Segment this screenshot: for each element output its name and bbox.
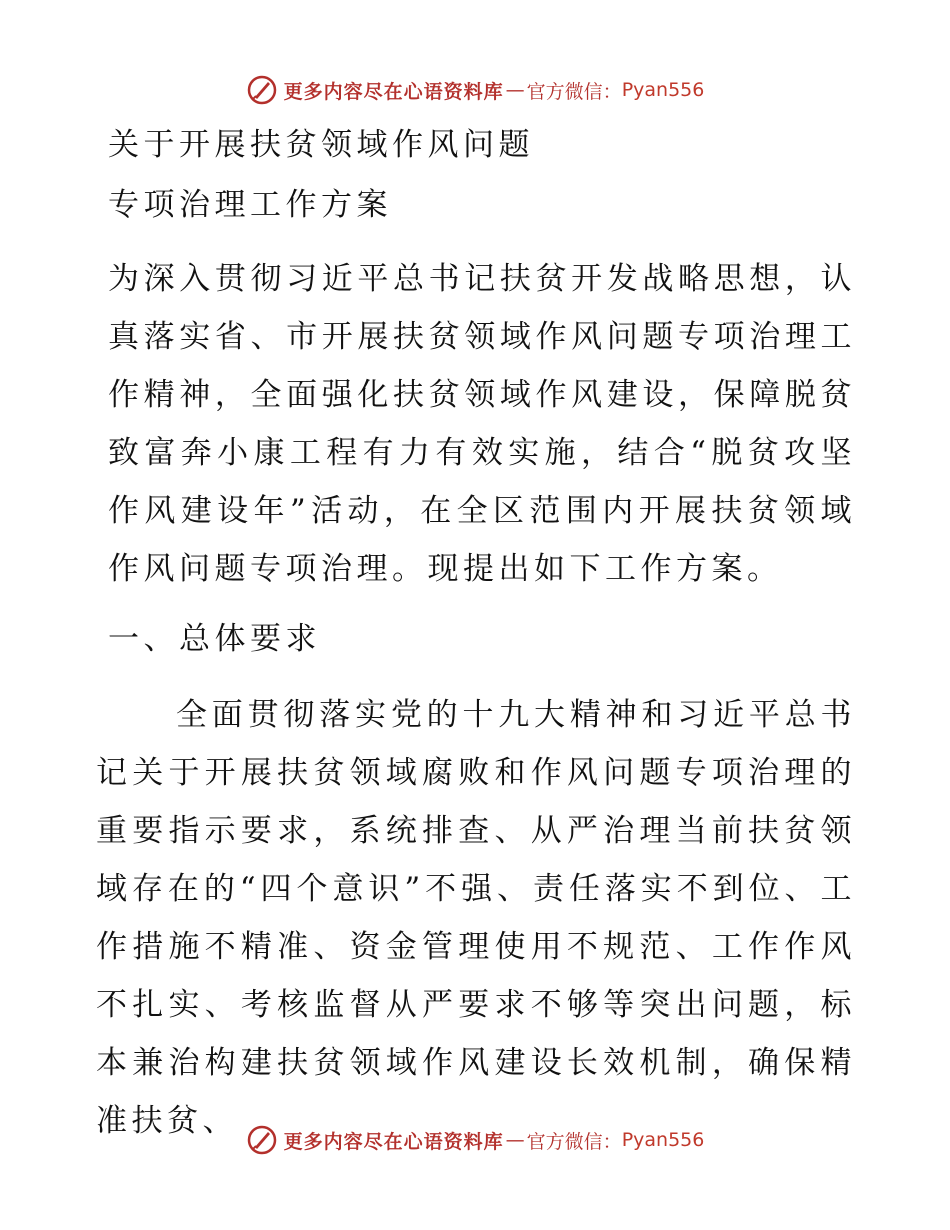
watermark-wechat-label: 官方微信： (526, 80, 622, 103)
header-watermark (0, 70, 950, 110)
section-heading: 一、总体要求 (108, 621, 321, 657)
document-title-line1: 关于开展扶贫领域作风问题 (108, 127, 534, 163)
intro-paragraph: 为深入贯彻习近平总书记扶贫开发战略思想，认真落实省、市开展扶贫领域作风问题专项治理工作精神，全面强化扶贫领域作风建设，保障脱贫致富奔小康工程有力有效实施，结合“脱贫攻坚作风建设年”活动，在全区范围内开展扶贫领域作风问题专项治理。现提出如下工作方案。 (108, 261, 856, 587)
quill-logo-icon (246, 1124, 278, 1156)
section-paragraph: 全面贯彻落实党的十九大精神和习近平总书记关于开展扶贫领域腐败和作风问题专项治理的重要指示要求，系统排查、从严治理当前扶贫领域存在的“四个意识”不强、责任落实不到位、工作措施不精准、资金管理使用不规范、工作作风不扎实、考核监督从严要求不够等突出问题，标本兼治构建扶贫领域作风建设长效机制，确保精准扶贫、 (96, 697, 856, 1139)
document-title-line2: 专项治理工作方案 (108, 187, 392, 223)
quill-logo-icon (246, 74, 278, 106)
watermark-separator: — (505, 79, 525, 101)
watermark-separator: — (505, 1129, 525, 1151)
watermark-brand: 更多内容尽在心语资料库 (283, 1130, 504, 1153)
footer-watermark (0, 1120, 950, 1160)
watermark-wechat-label: 官方微信： (526, 1130, 622, 1153)
document-body (96, 116, 856, 1150)
watermark-account: Pyan556 (621, 79, 705, 101)
watermark-brand: 更多内容尽在心语资料库 (283, 80, 504, 103)
watermark-account: Pyan556 (621, 1129, 705, 1151)
